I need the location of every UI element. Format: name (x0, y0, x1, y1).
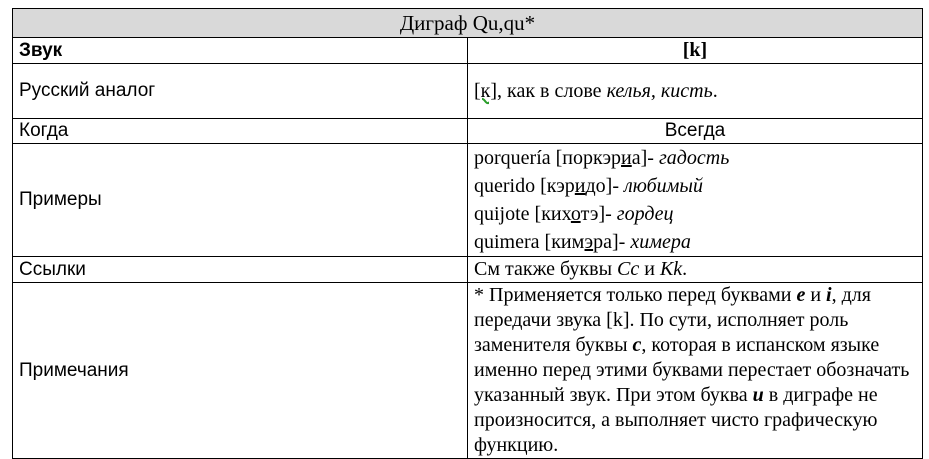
notes-and: и (805, 284, 827, 306)
links-and: и (639, 258, 660, 280)
example-dash: - (647, 147, 659, 169)
example-word: quimera (474, 231, 540, 253)
example-word: querido (474, 175, 536, 197)
table-row (13, 144, 923, 257)
notes-text: * Применяется только перед буквами (474, 284, 797, 306)
example-transcription: [ким (544, 231, 585, 253)
table-row (13, 38, 923, 64)
row-label-sound: Звук (13, 38, 468, 64)
notes-letter-i: i (826, 284, 832, 306)
example-translation: любимый (624, 175, 703, 197)
notes-text: , для передачи звука [k]. По сути, исполняет роль заменителя буквы (474, 284, 871, 356)
analog-end: . (712, 79, 718, 102)
analog-words: келья, кисть (606, 79, 713, 102)
example-item (474, 144, 916, 172)
row-label-examples: Примеры (13, 144, 468, 257)
notes-value (468, 283, 923, 459)
table-row (13, 119, 923, 144)
notes-text: в диграфе не произносится, а выполняет чисто графическую функцию. (474, 384, 878, 456)
example-transcription-end: ра] (593, 231, 619, 253)
example-transcription-end: а] (631, 147, 648, 169)
example-item (474, 200, 916, 228)
examples-list (468, 144, 923, 257)
example-stress: и (621, 147, 632, 169)
example-dash: - (618, 231, 631, 253)
example-transcription: [поркэр (555, 147, 622, 169)
example-dash: - (605, 203, 617, 225)
notes-letter-c: c (632, 334, 642, 356)
row-label-notes: Примечания (13, 283, 468, 459)
example-transcription-end: тэ] (580, 203, 606, 225)
row-label-analog: Русский аналог (13, 64, 468, 119)
when-value: Всегда (468, 119, 923, 144)
example-stress: о (570, 203, 581, 225)
digraph-table (12, 8, 923, 459)
notes-letter-u: u (752, 384, 764, 406)
example-word: porquería (474, 147, 551, 169)
row-label-when: Когда (13, 119, 468, 144)
analog-text: , как в слове (497, 79, 607, 102)
example-transcription: [ких (534, 203, 571, 225)
example-transcription: [кэр (540, 175, 575, 197)
example-translation: гордец (616, 203, 674, 225)
example-dash: - (612, 175, 625, 197)
table-row (13, 283, 923, 459)
analog-bracket: [к] (474, 79, 498, 102)
table-row (13, 64, 923, 119)
sound-value: [k] (468, 38, 923, 64)
example-stress: э (584, 231, 594, 253)
links-letter-cc: Cc (617, 258, 640, 280)
notes-text: , которая в испанском языке именно перед этими буквами перестает обозначать указанный звук. При этом буква (474, 334, 910, 406)
example-translation: гадость (658, 147, 730, 169)
row-label-links: Ссылки (13, 257, 468, 283)
links-value (468, 257, 923, 283)
links-letter-kk: Kk (659, 258, 683, 280)
example-item (474, 172, 916, 200)
example-word: quijote (474, 203, 530, 225)
example-transcription-end: до] (585, 175, 613, 197)
example-stress: и (574, 175, 586, 197)
example-item (474, 228, 916, 256)
example-translation: химера (630, 231, 691, 253)
table-row (13, 257, 923, 283)
links-text: См также буквы (474, 258, 618, 280)
table-title: Диграф Qu,qu* (13, 9, 923, 38)
links-end: . (682, 258, 688, 280)
notes-letter-e: e (796, 284, 806, 306)
analog-value (468, 64, 923, 119)
title-row (13, 9, 923, 38)
